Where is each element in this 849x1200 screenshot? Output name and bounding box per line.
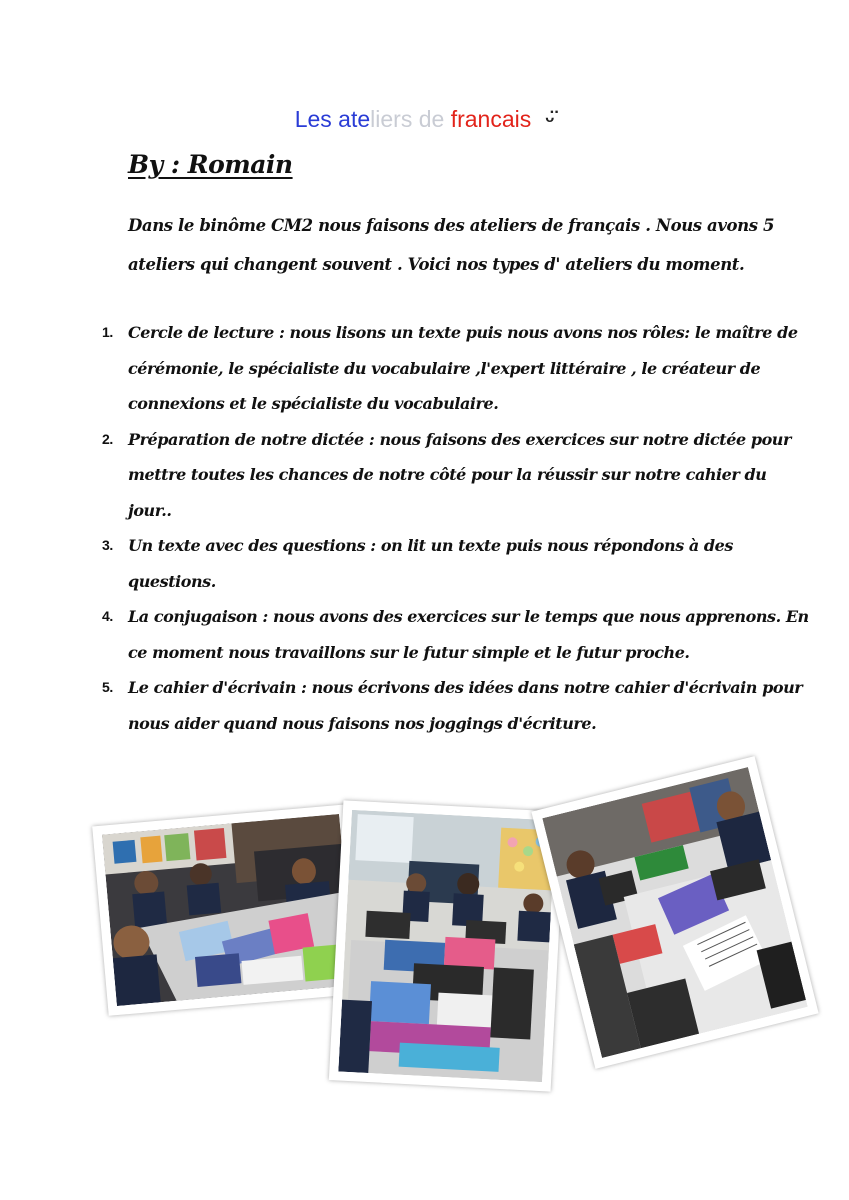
list-number: 1.: [102, 324, 113, 340]
classroom-photo-1: [92, 804, 364, 1016]
list-item-line: jour..: [128, 500, 172, 520]
list-item-line: Le cahier d'écrivain : nous écrivons des idées dans notre cahier d'écrivain pour: [128, 678, 803, 697]
title-part-red: francais: [450, 106, 532, 132]
list-item-line: mettre toutes les chances de notre côté pour la réussir sur notre cahier du: [128, 465, 767, 484]
title-part-blue: Les ate: [294, 106, 371, 132]
list-item-line: Préparation de notre dictée : nous faisons des exercices sur notre dictée pour: [128, 429, 791, 449]
list-number: 4.: [102, 608, 113, 624]
list-number: 2.: [102, 430, 113, 447]
list-item-line: cérémonie, le spécialiste du vocabulaire ,l'expert littéraire , le créateur de: [128, 358, 761, 378]
smiley-icon: ᵕ̈: [545, 107, 555, 132]
classroom-photo-2: [329, 800, 565, 1091]
list-item-line: connexions et le spécialiste du vocabulaire.: [128, 394, 499, 413]
list-number: 5.: [102, 679, 113, 695]
list-item-line: La conjugaison : nous avons des exercices sur le temps que nous apprenons. En: [128, 607, 809, 626]
list-number: 3.: [102, 537, 113, 553]
photo-illustration: [542, 767, 807, 1058]
list-item: [102, 315, 798, 422]
list-item-line: ce moment nous travaillons sur le futur simple et le futur proche.: [128, 642, 690, 662]
list-item: [102, 422, 791, 529]
intro-paragraph: [128, 206, 775, 284]
author-byline: By : Romain: [128, 150, 293, 179]
list-item-line: Cercle de lecture : nous lisons un texte puis nous avons nos rôles: le maître de: [128, 323, 798, 342]
page-title: [0, 106, 849, 133]
list-item-line: nous aider quand nous faisons nos joggings d'écriture.: [128, 713, 597, 733]
list-item: [102, 528, 782, 599]
list-item-line: questions.: [128, 571, 216, 591]
list-item: [102, 670, 803, 741]
photo-illustration: [102, 814, 354, 1006]
photo-image: [102, 814, 354, 1006]
photo-image: [338, 810, 555, 1082]
title-part-grey: liers de: [370, 106, 451, 132]
list-item-line: Un texte avec des questions : on lit un texte puis nous répondons à des: [128, 536, 733, 555]
list-item: [102, 599, 809, 670]
intro-line: Dans le binôme CM2 nous faisons des ateliers de français . Nous avons 5: [128, 216, 775, 235]
photo-illustration: [338, 810, 555, 1082]
classroom-photo-3: [531, 756, 818, 1069]
photo-image: [542, 767, 807, 1058]
intro-line: ateliers qui changent souvent . Voici nos types d' ateliers du moment.: [128, 255, 745, 274]
workshop-list: [102, 315, 809, 741]
